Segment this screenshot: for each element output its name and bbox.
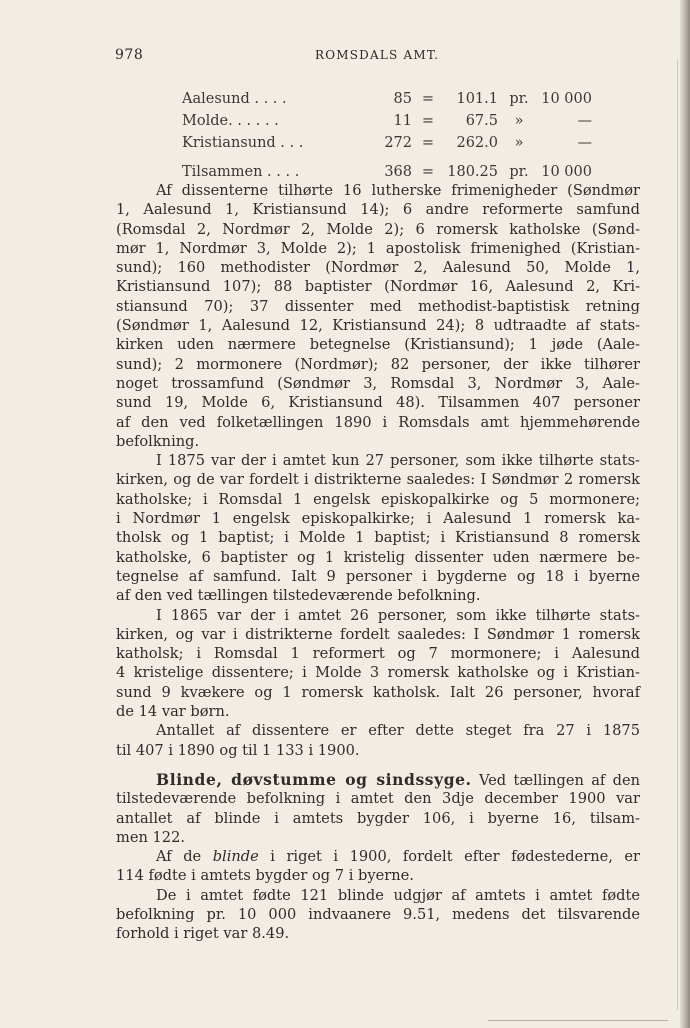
paragraph-1865 xyxy=(116,606,640,722)
text-line: kirken uden nærmere betegnelse (Kristiansund); 1 jøde (Aale- xyxy=(116,336,640,354)
text-line: 4 kristelige dissentere; i Molde 3 romersk katholske og i Kristian- xyxy=(116,664,640,682)
page-number: 978 xyxy=(115,47,144,63)
place-cell: Aalesund . . . . xyxy=(182,91,287,107)
place-cell: Molde. . . . . . xyxy=(182,113,279,129)
paragraph-growth xyxy=(116,721,640,760)
text-line: kirken, og var i distrikterne fordelt saaledes: I Søndmør 1 romersk xyxy=(116,625,640,643)
base-cell: 10 000 xyxy=(541,91,592,107)
equals-cell: = xyxy=(421,135,435,151)
text-line: til 407 i 1890 og til 1 133 i 1900. xyxy=(116,741,360,759)
text-line: tilstedeværende befolkning i amtet den 3dje december 1900 var xyxy=(116,790,640,808)
rate-cell: 180.25 xyxy=(447,164,498,180)
table-total-row xyxy=(182,154,592,183)
text-line: sund); 2 mormonere (Nordmør); 82 personer, der ikke tilhører xyxy=(116,355,640,373)
paragraph-blind-ratio xyxy=(116,886,640,944)
text-line: stiansund 70); 37 dissenter med methodist-baptistisk retning xyxy=(116,297,640,315)
equals-cell: = xyxy=(421,91,435,107)
text-line: befolkning. xyxy=(116,432,200,450)
section-blind-deaf-insane xyxy=(116,770,640,847)
base-cell: — xyxy=(577,113,592,129)
page-edge xyxy=(680,0,690,1028)
text-line: af den ved tællingen tilstedeværende befolkning. xyxy=(116,587,481,605)
count-cell: 85 xyxy=(393,91,412,107)
paragraph-blind-birthplace xyxy=(116,847,640,886)
rate-cell: 67.5 xyxy=(465,113,498,129)
text-line: mør 1, Nordmør 3, Molde 2); 1 apostolisk frimenighed (Kristian- xyxy=(116,239,640,257)
base-cell: — xyxy=(577,135,592,151)
text-line: noget trossamfund (Søndmør 3, Romsdal 3, Nordmør 3, Aale- xyxy=(116,374,640,392)
per-cell: » xyxy=(514,113,524,129)
per-cell: pr. xyxy=(509,164,529,180)
text-line: I 1875 var der i amtet kun 27 personer, som ikke tilhørte stats- xyxy=(156,452,640,470)
rate-cell: 101.1 xyxy=(456,91,498,107)
text-line: men 122. xyxy=(116,828,186,846)
equals-cell: = xyxy=(421,164,435,180)
text-fragment: i riget i 1900, fordelt efter fødestederne, er xyxy=(270,848,640,866)
footer-rule xyxy=(488,1020,668,1021)
text-line: antallet af blinde i amtets bygder 106, i byerne 16, tilsam- xyxy=(116,809,640,827)
text-line: forhold i riget var 8.49. xyxy=(116,925,290,943)
count-cell: 368 xyxy=(384,164,412,180)
text-line: katholsk; i Romsdal 1 reformert og 7 mormonere; i Aalesund xyxy=(116,645,640,663)
table-row xyxy=(182,132,592,154)
text-line: Antallet af dissentere er efter dette steget fra 27 i 1875 xyxy=(156,722,640,740)
place-cell: Tilsammen . . . . xyxy=(182,164,300,180)
page-header xyxy=(0,47,690,69)
text-line: I 1865 var der i amtet 26 personer, som ikke tilhørte stats- xyxy=(156,606,640,624)
body-text xyxy=(116,181,640,944)
text-line: tholsk og 1 baptist; i Molde 1 baptist; i Kristiansund 8 romersk xyxy=(116,529,640,547)
dissenter-stats-table xyxy=(182,88,592,183)
text-line: (Romsdal 2, Nordmør 2, Molde 2); 6 romersk katholske (Sønd- xyxy=(116,220,640,238)
text-line: sund 19, Molde 6, Kristiansund 48). Tilsammen 407 personer xyxy=(116,394,640,412)
text-line: tegnelse af samfund. Ialt 9 personer i bygderne og 18 i byerne xyxy=(116,567,640,585)
base-cell: 10 000 xyxy=(541,164,592,180)
running-title: ROMSDALS AMT. xyxy=(315,48,440,62)
section-gap xyxy=(116,760,640,770)
text-line: De i amtet fødte 121 blinde udgjør af amtets i amtet fødte xyxy=(156,886,640,904)
text-line: de 14 var børn. xyxy=(116,703,230,721)
table-row xyxy=(182,88,592,110)
text-line: sund 9 kvækere og 1 romersk katholsk. Ialt 26 personer, hvoraf xyxy=(116,683,640,701)
text-line: Kristiansund 107); 88 baptister (Nordmør 16, Aalesund 2, Kri- xyxy=(116,278,640,296)
text-fragment: Af de xyxy=(156,848,202,866)
paragraph-dissenter-breakdown xyxy=(116,181,640,451)
page-edge-line xyxy=(677,60,678,1010)
rate-cell: 262.0 xyxy=(456,135,498,151)
text-line: sund); 160 methodister (Nordmør 2, Aalesund 50, Molde 1, xyxy=(116,259,640,277)
text-line: (Søndmør 1, Aalesund 12, Kristiansund 24); 8 udtraadte af stats- xyxy=(116,317,640,335)
text-line: 1, Aalesund 1, Kristiansund 14); 6 andre reformerte samfund xyxy=(116,201,640,219)
section-heading: Blinde, døvstumme og sindssyge. xyxy=(156,769,472,789)
text-line: Af dissenterne tilhørte 16 lutherske frimenigheder (Søndmør xyxy=(156,182,640,199)
count-cell: 272 xyxy=(384,135,412,151)
count-cell: 11 xyxy=(393,113,412,129)
text-line: befolkning pr. 10 000 indvaanere 9.51, medens det tilsvarende xyxy=(116,905,640,923)
paragraph-1875 xyxy=(116,451,640,605)
table-row xyxy=(182,110,592,132)
per-cell: pr. xyxy=(509,91,529,107)
section-line-rest: Ved tællingen af den xyxy=(478,771,641,789)
text-line xyxy=(116,770,640,789)
per-cell: » xyxy=(514,135,524,151)
text-line: i Nordmør 1 engelsk episkopalkirke; i Aalesund 1 romersk ka- xyxy=(116,510,640,528)
text-line: katholske, 6 baptister og 1 kristelig dissenter uden nærmere be- xyxy=(116,548,640,566)
place-cell: Kristiansund . . . xyxy=(182,135,304,151)
equals-cell: = xyxy=(421,113,435,129)
text-line: af den ved folketællingen 1890 i Romsdals amt hjemmehørende xyxy=(116,413,640,431)
text-line: kirken, og de var fordelt i distrikterne saaledes: I Søndmør 2 romersk xyxy=(116,471,640,489)
text-line xyxy=(116,847,640,866)
text-line: katholske; i Romsdal 1 engelsk episkopalkirke og 5 mormonere; xyxy=(116,490,640,508)
text-line: 114 fødte i amtets bygder og 7 i byerne. xyxy=(116,867,414,885)
emphasis-blinde: blinde xyxy=(212,848,259,866)
